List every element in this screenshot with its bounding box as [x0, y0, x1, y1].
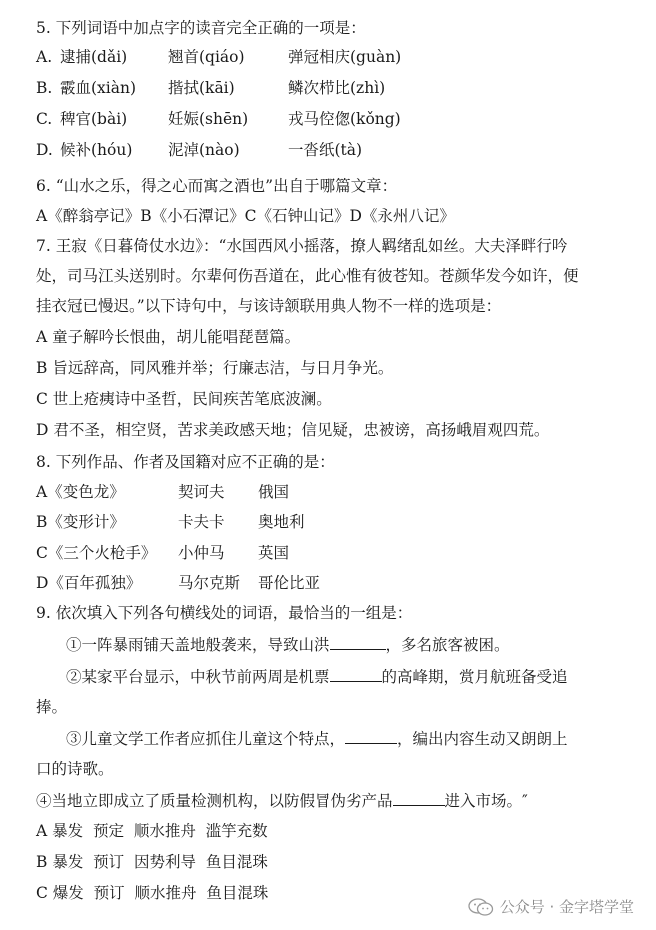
q7-option-c: C 世上疮痍诗中圣哲，民间疾苦笔底波澜。: [36, 390, 332, 408]
q8-stem: 8. 下列作品、作者及国籍对应不正确的是：: [36, 453, 335, 471]
watermark: [468, 896, 634, 917]
q9-sentence-4: ④当地立即成立了质量检测机构，以防假冒伪劣产品 进入市场。″: [36, 792, 528, 810]
q9-stem: 9. 依次填入下列各句横线处的词语，最恰当的一组是：: [36, 604, 413, 622]
q9-sentence-1: ①一阵暴雨铺天盖地般袭来，导致山洪 ，多名旅客被困。: [66, 636, 510, 654]
q7-stem-line-3: 挂衣冠已慢迟。”以下诗句中，与该诗颔联用典人物不一样的选项是：: [36, 297, 502, 315]
watermark-text: 公众号 · 金字塔学堂: [499, 898, 634, 916]
q6-stem: 6. “山水之乐，得之心而寓之酒也”出自于哪篇文章：: [36, 177, 398, 195]
fill-blank-3: [345, 728, 397, 744]
q9-sentence-3-cont: 口的诗歌。: [36, 760, 114, 778]
q7-stem-line-1: 7. 王寂《日暮倚仗水边》：“水国西风小摇落，撩人羁绪乱如丝。大夫泽畔行吟: [36, 237, 568, 255]
fill-blank-2: [330, 666, 382, 682]
fill-blank-4: [393, 790, 445, 806]
fill-blank-1: [330, 634, 386, 650]
q9-option-c: C 爆发 预订 顺水推舟 鱼目混珠: [36, 884, 269, 902]
wechat-icon: [468, 898, 494, 916]
q7-stem-line-2: 处，司马江头送别时。尔辈何伤吾道在，此心惟有彼苍知。苍颜华发今如许，便: [36, 267, 579, 285]
exam-page: 5. 下列词语中加点字的读音完全正确的一项是： A. 逮捕(dǎi) 翘首(qiáo) 弹冠相庆(guàn) B. 霰血(xiàn) 揩拭(kāi) 鳞次栉比(zhì) C. 稗官(bài) 妊娠(shēn) 戎马倥偬(kǒng) D. 候补(hóu) 泥淖(nào) 一沓纸(tà) 6. “山水之乐，得之心而寓之酒也”出自于哪篇文章： A《醉翁亭记》B《小石潭记》C《石钟山记》D《永州八记》 7. 王寂《日暮倚仗水边》：“水国西风小摇落，撩人羁绪乱如丝。大夫泽畔行吟 处，司马江头送别时。尔辈何伤吾道在，此心惟有彼苍知。苍颜华发今如许，便 挂衣冠已慢迟。”以下诗句中，与该诗颔联用典人物不一样的选项是： A 童子解吟长恨曲，胡儿能唱琵琶篇。 B 旨远辞高，同风雅并举；行廉志洁，与日月争光。 C 世上疮痍诗中圣哲，民间疾苦笔底波澜。 D 君不圣，相空贤，苦求美政感天地；信见疑，忠被谤，高扬峨眉观四荒。 8. 下列作品、作者及国籍对应不正确的是： A《变色龙》 契诃夫 俄国 B《变形计》 卡夫卡 奥地利 C《三个火枪手》 小仲马 英国 D《百年孤独》 马尔克斯 哥伦比亚 9. 依次填入下列各句横线处的词语，最恰当的一组是： ①一阵暴雨铺天盖地般袭来，导致山洪 ，多名旅客被困。 ②某家平台显示，中秋节前两周是机票 的高峰期，赏月航班备受追 捧。 ③儿童文学工作者应抓住儿童这个特点， ，编出内容生动又朗朗上 口的诗歌。 ④当地立即成立了质量检测机构，以防假冒伪劣产品 进入市场。″ A 暴发 预定 顺水推舟 滥竽充数 B 暴发 预订 因势利导 鱼目混珠 C 爆发 预订 顺水推舟 鱼目混珠 公众号 · 金字塔学堂: [36, 19, 634, 916]
q9-sentence-2-cont: 捧。: [36, 698, 68, 716]
q7-option-d: D 君不圣，相空贤，苦求美政感天地；信见疑，忠被谤，高扬峨眉观四荒。: [36, 421, 550, 439]
q6-options: A《醉翁亭记》B《小石潭记》C《石钟山记》D《永州八记》: [36, 207, 455, 225]
q9-sentence-2: ②某家平台显示，中秋节前两周是机票 的高峰期，赏月航班备受追: [66, 668, 568, 686]
q7-option-b: B 旨远辞高，同风雅并举；行廉志洁，与日月争光。: [36, 359, 394, 377]
q7-option-a: A 童子解吟长恨曲，胡儿能唱琵琶篇。: [36, 328, 301, 346]
q9-option-a: A 暴发 预定 顺水推舟 滥竽充数: [36, 822, 268, 840]
q5-stem: 5. 下列词语中加点字的读音完全正确的一项是：: [36, 19, 366, 37]
q9-option-b: B 暴发 预订 因势利导 鱼目混珠: [36, 853, 268, 871]
q9-sentence-3: ③儿童文学工作者应抓住儿童这个特点， ，编出内容生动又朗朗上: [66, 730, 568, 748]
